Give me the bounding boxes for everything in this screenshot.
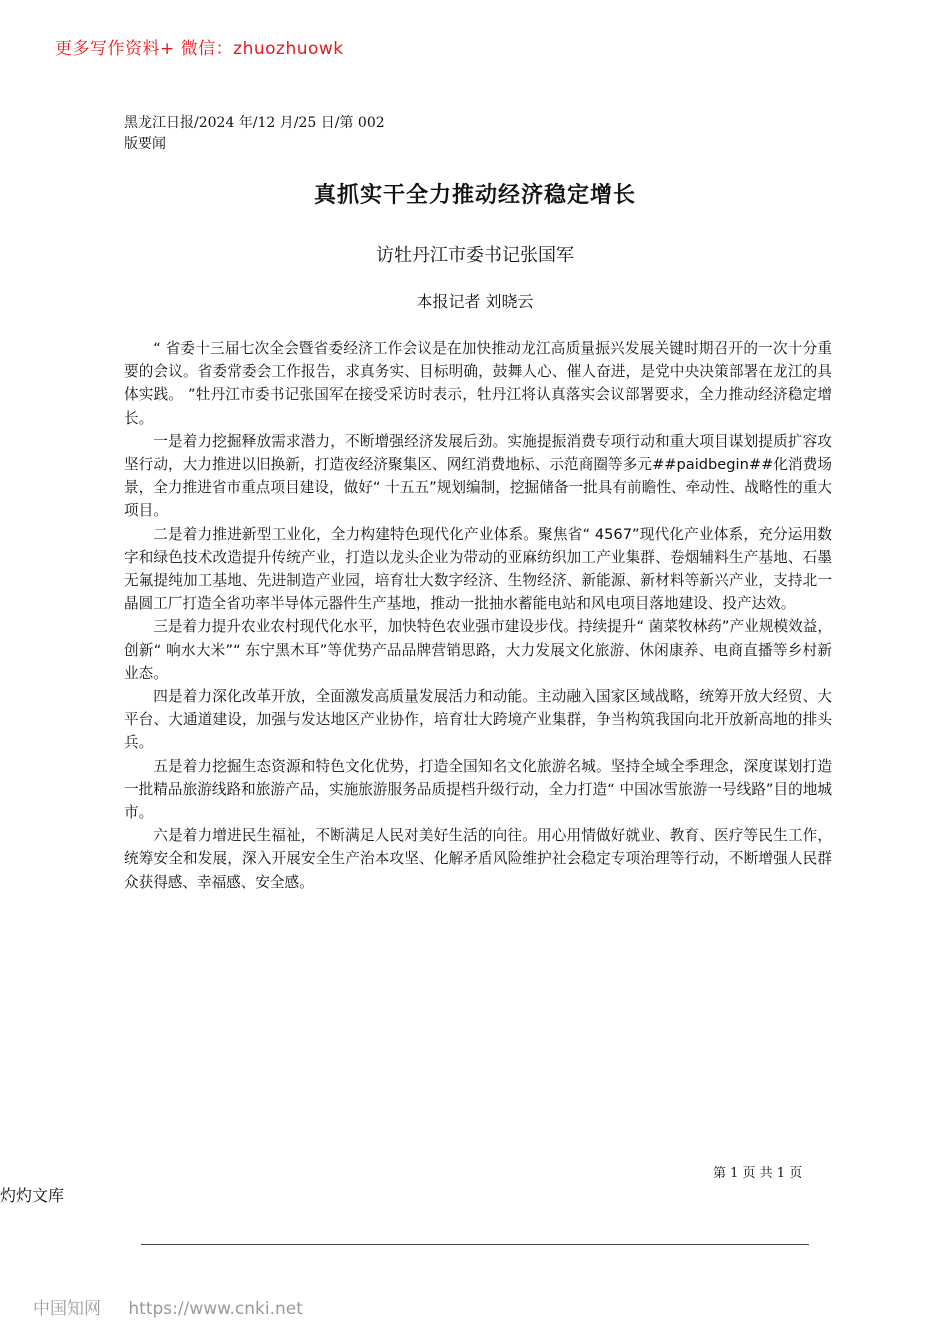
watermark-site-name: 中国知网 — [33, 1299, 101, 1319]
footer-divider — [141, 1244, 809, 1245]
article-paragraph: 六是着力增进民生福祉，不断满足人民对美好生活的向往。用心用情做好就业、教育、医疗等民生工作，统筹安全和发展，深入开展安全生产治本攻坚、化解矛盾风险维护社会稳定专项治理等行动，不断增强人民群众获得感、幸福感、安全感。 — [124, 827, 832, 891]
article-title: 真抓实干全力推动经济稳定增长 — [313, 183, 636, 208]
article-paragraph: 二是着力推进新型工业化，全力构建特色现代化产业体系。聚焦省“ 4567”现代化产业体系，充分运用数字和绿色技术改造提升传统产业，打造以龙头企业为带动的亚麻纺织加工产业集群、卷烟辅料生产基地、石墨无氟提纯加工基地、先进制造产业园，培育壮大数字经济、生物经济、新能源、新材料等新兴产业，支持北一晶圆工厂打造全省功率半导体元器件生产基地，推动一批抽水蓄能电站和风电项目落地建设、投产达效。 — [124, 525, 832, 613]
source-line-1: 黑龙江日报/2024 年/12 月/25 日/第 002 — [124, 115, 385, 131]
article-paragraph: 四是着力深化改革开放，全面激发高质量发展活力和动能。主动融入国家区域战略，统筹开放大经贸、大平台、大通道建设，加强与发达地区产业协作，培育壮大跨境产业集群，争当构筑我国向北开放新高地的排头兵。 — [124, 688, 832, 752]
library-label: 灼灼文库 — [0, 1186, 65, 1205]
cnki-watermark — [33, 1294, 303, 1319]
article-byline: 本报记者 刘晓云 — [416, 292, 534, 311]
source-line-2: 版要闻 — [124, 136, 166, 152]
article-paragraph: “ 省委十三届七次全会暨省委经济工作会议是在加快推动龙江高质量振兴发展关键时期召开的一次十分重要的会议。省委常委会工作报告，求真务实、目标明确，鼓舞人心、催人奋进，是党中央决策部署在龙江的具体实践。 ”牡丹江市委书记张国军在接受采访时表示，牡丹江将认真落实会议部署要求，全力推动经济稳定增长。 — [124, 340, 832, 427]
source-info — [124, 113, 424, 155]
article-body — [124, 337, 832, 894]
article-paragraph: 五是着力挖掘生态资源和特色文化优势，打造全国知名文化旅游名城。坚持全域全季理念，深度谋划打造一批精品旅游线路和旅游产品，实施旅游服务品质提档升级行动，全力打造“ 中国冰雪旅游一号线路”目的地城市。 — [124, 757, 832, 822]
article-subtitle: 访牡丹江市委书记张国军 — [376, 245, 574, 266]
article-paragraph: 一是着力挖掘释放需求潜力，不断增强经济发展后劲。实施提振消费专项行动和重大项目谋划提质扩容攻坚行动，大力推进以旧换新，打造夜经济聚集区、网红消费地标、示范商圈等多元##paidbegin##化消费场景，全力推进省市重点项目建设，做好“ 十五五”规划编制，挖掘储备一批具有前瞻性、牵动性、战略性的重大项目。 — [124, 432, 832, 520]
article-paragraph: 三是着力提升农业农村现代化水平，加快特色农业强市建设步伐。持续提升“ 菌菜牧林药”产业规模效益，创新“ 响水大米”“ 东宁黑木耳”等优势产品品牌营销思路，大力发展文化旅游、休闲康养、电商直播等乡村新业态。 — [124, 618, 832, 682]
promo-contact-text: 更多写作资料+ 微信：zhuozhuowk — [55, 39, 344, 59]
page-number: 第 1 页 共 1 页 — [713, 1166, 803, 1181]
watermark-url: https://www.cnki.net — [128, 1299, 303, 1319]
